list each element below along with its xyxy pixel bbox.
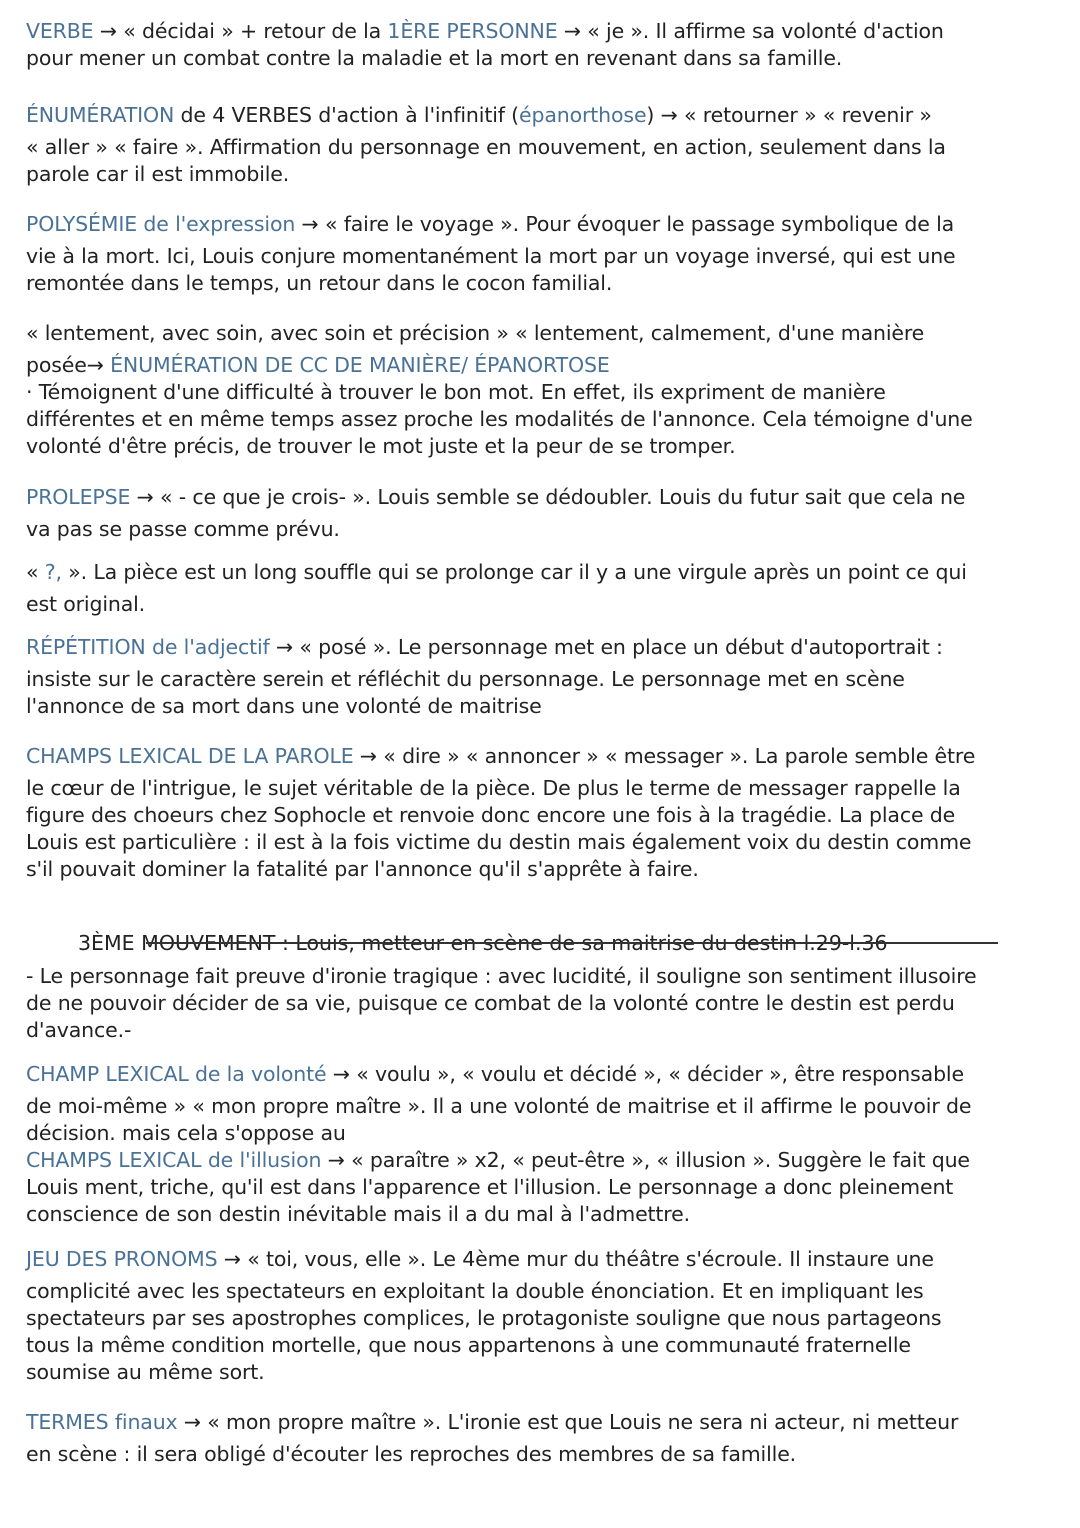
text-span: «	[26, 560, 45, 584]
text-line: complicité avec les spectateurs en exploitant la double énonciation. Et en impliquant les	[26, 1279, 924, 1303]
text-line: « lentement, avec soin, avec soin et précision » « lentement, calmement, d'une manière	[26, 321, 925, 345]
text-line	[26, 559, 1056, 586]
text-span: posée→	[26, 353, 111, 377]
text-line: tous la même condition mortelle, que nous appartenons à une communauté fraternelle	[26, 1333, 911, 1357]
text-line	[26, 211, 1056, 238]
paragraph-ironie	[26, 963, 1056, 1044]
text-span: → « dire » « annoncer » « messager ». La parole semble être	[353, 744, 976, 768]
text-line: remontée dans le temps, un retour dans le cocon familial.	[26, 271, 613, 295]
paragraph-verbe	[26, 18, 1056, 72]
paragraph-polysemie	[26, 211, 1056, 297]
text-line	[26, 1061, 1056, 1088]
text-span: de 4 VERBES d'action à l'infinitif (	[174, 103, 520, 127]
term-label: RÉPÉTITION de l'adjectif	[26, 635, 270, 659]
text-line	[26, 484, 1056, 511]
term-label: POLYSÉMIE de l'expression	[26, 212, 296, 236]
paragraph-pronoms	[26, 1246, 1056, 1386]
text-line	[26, 1147, 1056, 1174]
text-span: → « - ce que je crois- ». Louis semble se dédoubler. Louis du futur sait que cela ne	[130, 485, 966, 509]
text-line	[26, 1409, 1056, 1436]
text-span: → « je ». Il affirme sa volonté d'action	[557, 19, 944, 43]
term-label: ÉNUMÉRATION	[26, 103, 175, 127]
paragraph-prolepse	[26, 484, 1056, 543]
term-label: épanorthose	[519, 103, 647, 127]
paragraph-parole	[26, 743, 1056, 883]
text-line	[26, 352, 1056, 379]
text-span: → « toi, vous, elle ». Le 4ème mur du théâtre s'écroule. Il instaure une	[217, 1247, 934, 1271]
text-line: volonté d'être précis, de trouver le mot juste et la peur de se tromper.	[26, 434, 736, 458]
text-span: → « décidai » + retour de la	[93, 19, 388, 43]
term-label: CHAMPS LEXICAL de l'illusion	[26, 1148, 322, 1172]
text-line: vie à la mort. Ici, Louis conjure momentanément la mort par un voyage inversé, qui est une	[26, 244, 956, 268]
strike-line	[146, 942, 998, 944]
text-span: → « faire le voyage ». Pour évoquer le passage symbolique de la	[295, 212, 955, 236]
text-line: est original.	[26, 592, 146, 616]
text-line: figure des choeurs chez Sophocle et renvoie donc encore une fois à la tragédie. La place de	[26, 803, 956, 827]
text-line	[26, 1246, 1056, 1273]
term-label: JEU DES PRONOMS	[26, 1247, 218, 1271]
term-label: 1ÈRE PERSONNE	[387, 19, 558, 43]
movement-heading	[26, 930, 1056, 957]
text-span: → « voulu », « voulu et décidé », « décider », être responsable	[326, 1062, 964, 1086]
text-line: en scène : il sera obligé d'écouter les reproches des membres de sa famille.	[26, 1442, 797, 1466]
text-line: va pas se passe comme prévu.	[26, 517, 340, 541]
text-line	[26, 18, 1056, 45]
text-span: → « posé ». Le personnage met en place un début d'autoportrait :	[269, 635, 943, 659]
text-line	[26, 634, 1056, 661]
text-line: Louis ment, triche, qu'il est dans l'apparence et l'illusion. Le personnage a donc pleinement	[26, 1175, 954, 1199]
text-line: le cœur de l'intrigue, le sujet véritable de la pièce. De plus le terme de messager rappelle la	[26, 776, 961, 800]
paragraph-volonte	[26, 1061, 1056, 1228]
text-line	[26, 743, 1056, 770]
text-line	[26, 102, 1056, 129]
text-line: parole car il est immobile.	[26, 162, 290, 186]
text-line: s'il pouvait dominer la fatalité par l'annonce qu'il s'apprête à faire.	[26, 857, 699, 881]
text-line: soumise au même sort.	[26, 1360, 265, 1384]
text-line: - Le personnage fait preuve d'ironie tragique : avec lucidité, il souligne son sentiment illusoire	[26, 964, 977, 988]
term-label: CHAMP LEXICAL de la volonté	[26, 1062, 327, 1086]
term-label: ÉNUMÉRATION DE CC DE MANIÈRE/ ÉPANORTOSE	[110, 353, 610, 377]
text-line: conscience de son destin inévitable mais il a du mal à l'admettre.	[26, 1202, 690, 1226]
text-line: « aller » « faire ». Affirmation du personnage en mouvement, en action, seulement dans la	[26, 135, 946, 159]
term-label: VERBE	[26, 19, 94, 43]
paragraph-enumeration	[26, 102, 1056, 188]
paragraph-termes-finaux	[26, 1409, 1056, 1468]
text-span: → « paraître » x2, « peut-être », « illusion ». Suggère le fait que	[321, 1148, 970, 1172]
section-heading	[26, 930, 1056, 957]
text-line: de ne pouvoir décider de sa vie, puisque ce combat de la volonté contre le destin est perdu	[26, 991, 955, 1015]
text-span: → « mon propre maître ». L'ironie est que Louis ne sera ni acteur, ni metteur	[177, 1410, 959, 1434]
text-span: ) → « retourner » « revenir »	[646, 103, 932, 127]
text-line: insiste sur le caractère serein et réfléchit du personnage. Le personnage met en scène	[26, 667, 905, 691]
text-line: décision. mais cela s'oppose au	[26, 1121, 346, 1145]
term-label: PROLEPSE	[26, 485, 131, 509]
term-label: ?,	[44, 560, 69, 584]
paragraph-lentement	[26, 320, 1056, 460]
text-line: d'avance.-	[26, 1018, 132, 1042]
text-line: Louis est particulière : il est à la fois victime du destin mais également voix du destin comme	[26, 830, 972, 854]
paragraph-repetition	[26, 634, 1056, 720]
text-span: ». La pièce est un long souffle qui se prolonge car il y a une virgule après un point ce qui	[68, 560, 967, 584]
text-line: de moi-même » « mon propre maître ». Il a une volonté de maitrise et il affirme le pouvoir de	[26, 1094, 972, 1118]
text-line: · Témoignent d'une difficulté à trouver le bon mot. En effet, ils expriment de manière	[26, 380, 886, 404]
text-line: différentes et en même temps assez proche les modalités de l'annonce. Cela témoigne d'une	[26, 407, 973, 431]
term-label: TERMES finaux	[26, 1410, 178, 1434]
text-line: l'annonce de sa mort dans une volonté de maitrise	[26, 694, 542, 718]
text-line: pour mener un combat contre la maladie et la mort en revenant dans sa famille.	[26, 46, 843, 70]
text-line: spectateurs par ses apostrophes complices, le protagoniste souligne que nous partageons	[26, 1306, 942, 1330]
term-label: CHAMPS LEXICAL DE LA PAROLE	[26, 744, 354, 768]
paragraph-ponctuation	[26, 559, 1056, 618]
heading-text: 3ÈME MOUVEMENT : Louis, metteur en scène de sa maitrise du destin l.29-l.36	[78, 931, 888, 955]
